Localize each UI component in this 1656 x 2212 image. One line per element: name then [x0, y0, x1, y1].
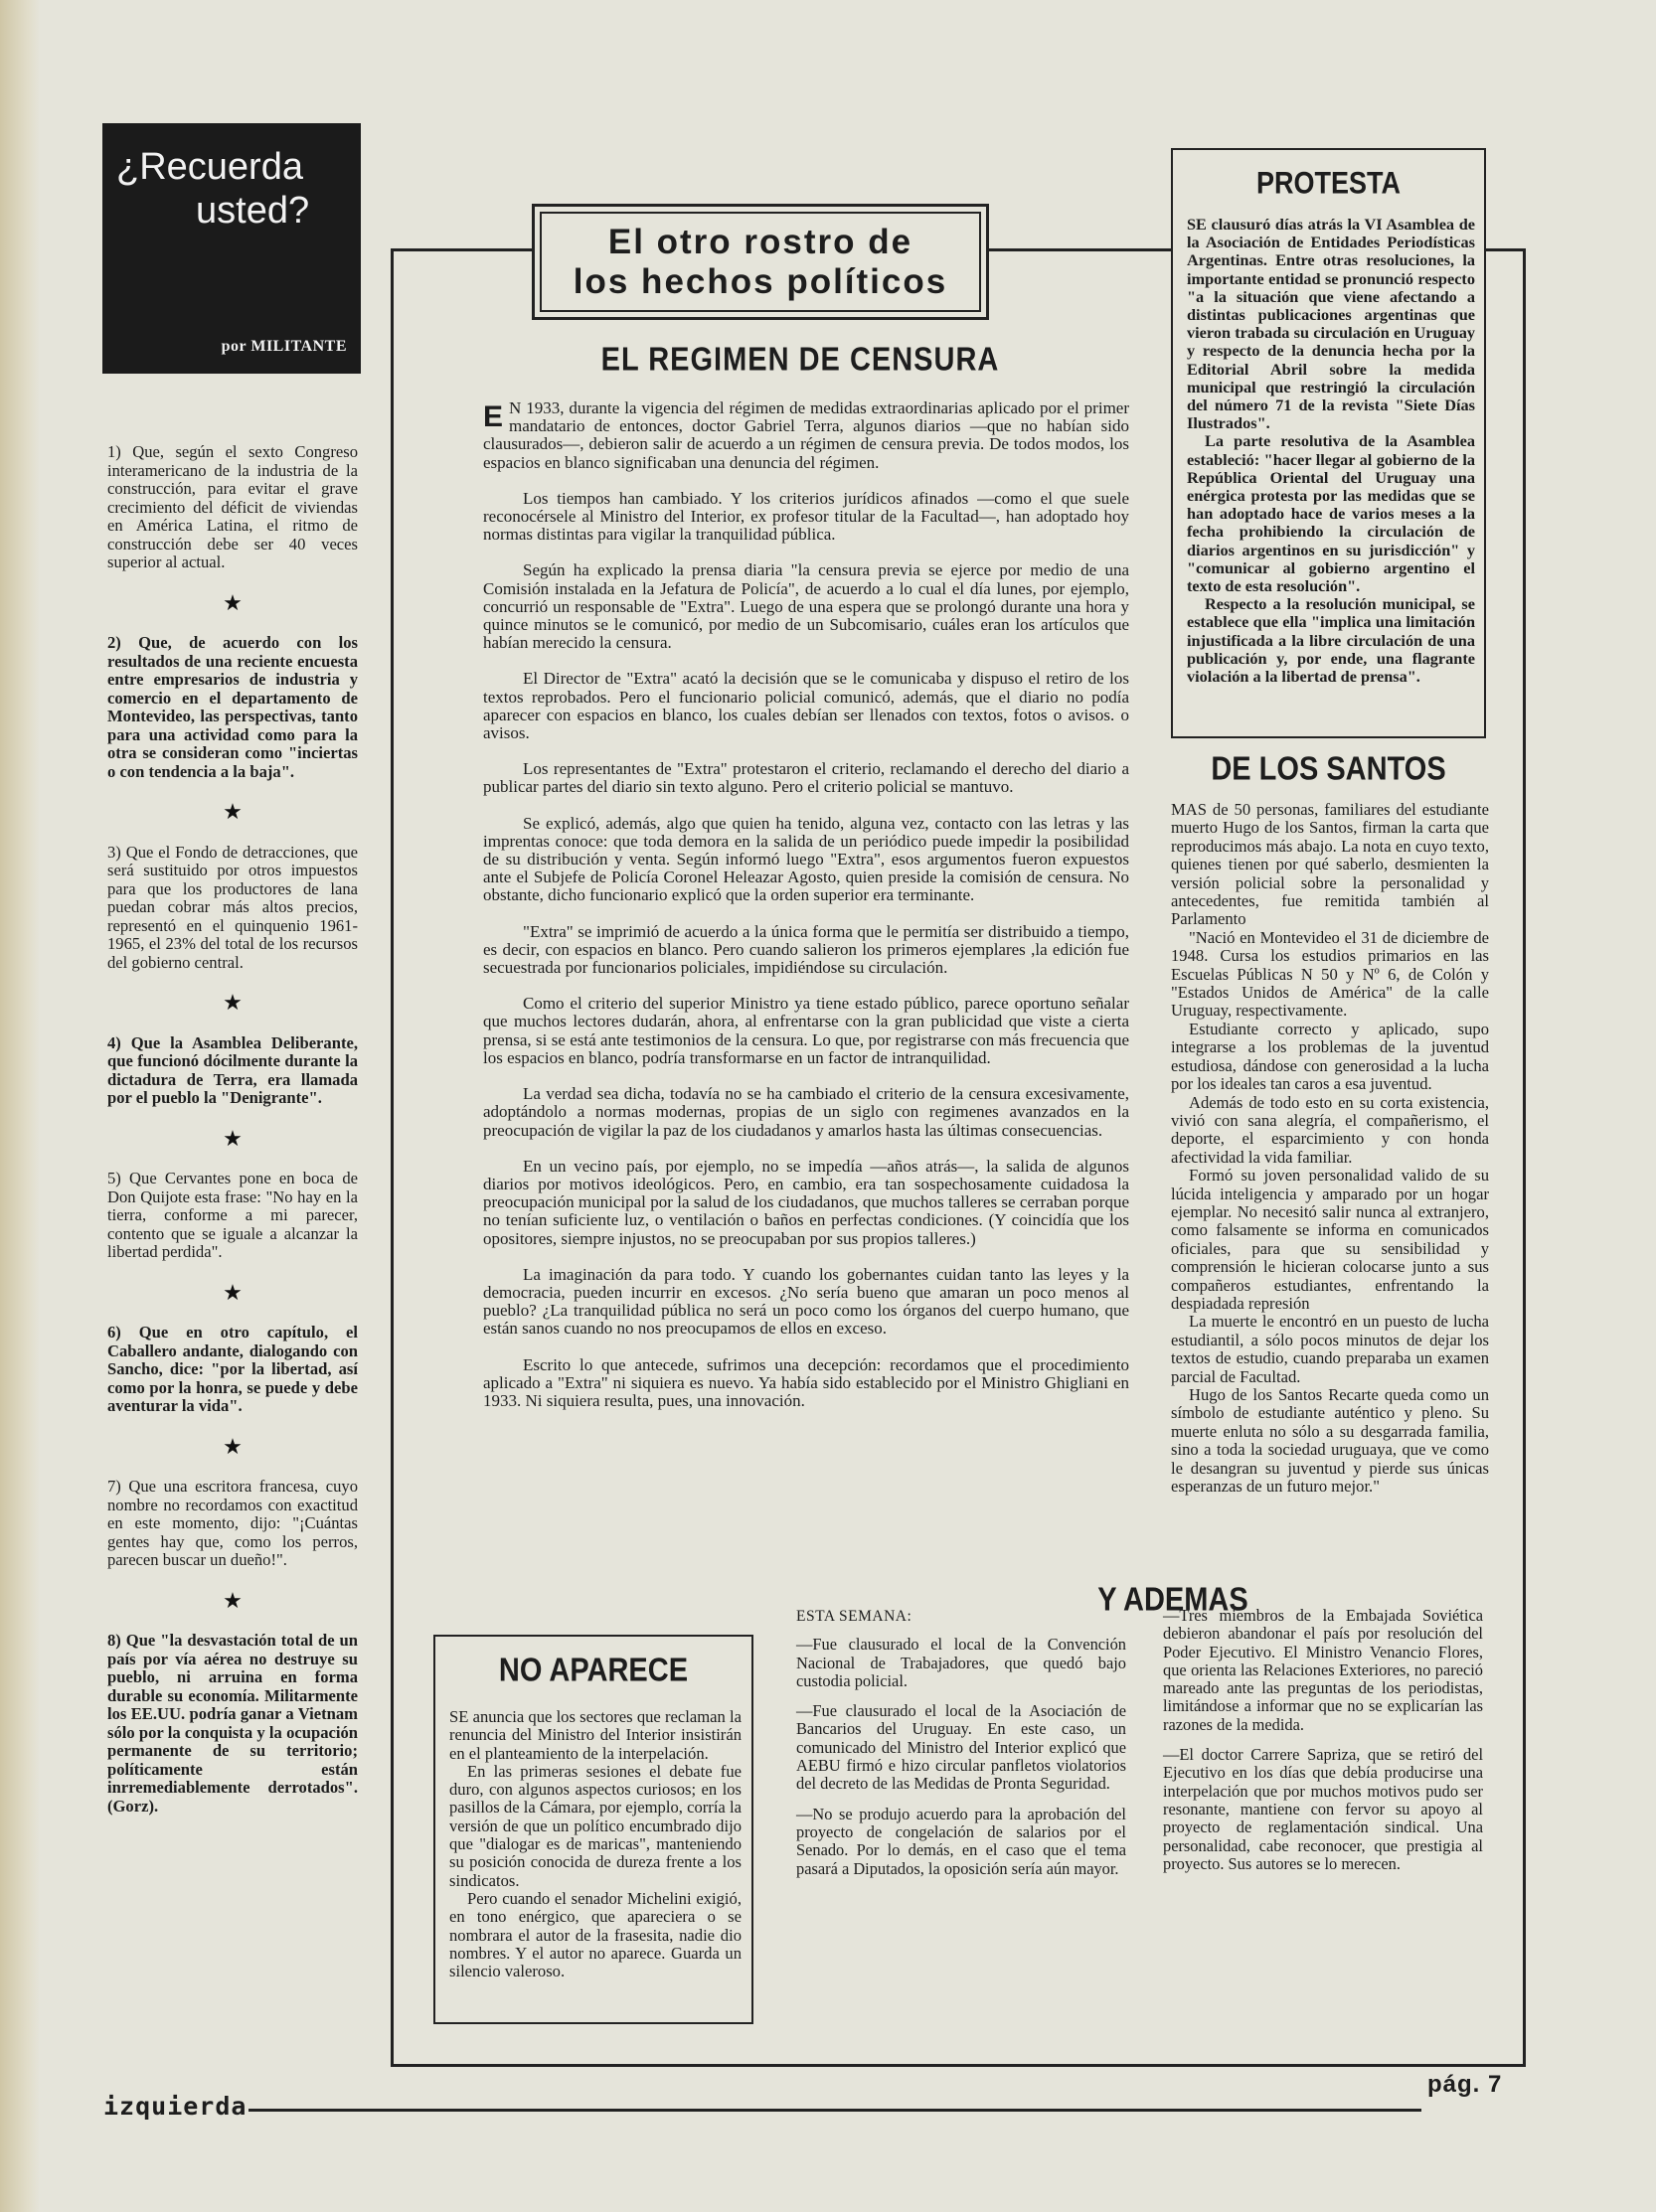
recuerda-item-8: 8) Que "la desvastación total de un país por vía aérea no destruye su pueblo, ni arruina en forma durable su economía. Militarmente los EE.UU. podría ganar a Vietnam sólo por la conquista y la ocupación permanente de su territorio; políticamente están inrremediablemente derrotados". (Gorz). [107, 1631, 358, 1816]
santos-paragraph: Hugo de los Santos Recarte queda como un símbolo de estudiante auténtico y pleno. Su muerte enluta no sólo a su desgarrada familia, sino a toda la sociedad uruguaya, que ve como le desangran su juventud y pierde sus únicas esperanzas de un futuro mejor." [1171, 1385, 1489, 1497]
article-paragraph: Se explicó, además, algo que quien ha tenido, alguna vez, contacto con las letras y las imprentas conoce: que toda demora en la salida de un periódico puede impedir la posibilidad de su distribución y venta. Según informó luego "Extra", esos argumentos fueron expuestos ante el Subjefe de Policía Coronel Heleazar Agosto, quien preside la comisión de censura. No obstante, dicho funcionario explicó que la orden superior era terminante. [483, 813, 1129, 905]
ademas-title: Y ADEMAS [1097, 1581, 1248, 1619]
recuerda-byline: por MILITANTE [221, 338, 347, 355]
protesta-paragraph: Respecto a la resolución municipal, se establece que ella "implica una limitación injustificada a la libre circulación de una publicación y, por ende, una flagrante violación a la libertad de prensa". [1187, 594, 1475, 687]
star-separator-icon: ★ [223, 1279, 243, 1305]
ademas-item: —Tres miembros de la Embajada Soviética debieron abandonar el país por resolución del Poder Ejecutivo. El Ministro Venancio Flores, que orienta las Relaciones Exteriores, no pareció mareado ante las preguntas de los periodistas, limitándose a informar que no se explicarían las razones de la medida. [1163, 1606, 1483, 1734]
noaparece-paragraph: En las primeras sesiones el debate fue duro, con algunos aspectos curiosos; en los pasillos de la Cámara, por ejemplo, corría la versión de que un político encumbrado dijo que "dialogar es de maricas", manteniendo su posición conocida de dureza frente a los sindicatos. [449, 1761, 742, 1890]
ademas-left-column [796, 1608, 1126, 1890]
recuerda-item-1: 1) Que, según el sexto Congreso interamericano de la industria de la construcción, para evitar el grave crecimiento del déficit de viviendas en América Latina, el ritmo de construcción debe ser 40 veces superior al actual. [107, 442, 358, 571]
star-separator-icon: ★ [223, 799, 243, 824]
noaparece-paragraph: Pero cuando el senador Michelini exigió, en tono enérgico, que apareciera o se nombrara el autor de la frasesita, nadie dio nombres. Y el autor no aparece. Guarda un silencio valeroso. [449, 1888, 742, 1981]
protesta-paragraph: La parte resolutiva de la Asamblea estableció: "hacer llegar al gobierno de la República Oriental del Uruguay una enérgica protesta por las medidas que se han adoptado hace de varios meses a la fecha prohibiendo la circulación de diarios argentinos en su jurisdicción" y "comunicar al gobierno argentino el texto de esta resolución". [1187, 431, 1475, 596]
recuerda-item-4: 4) Que la Asamblea Deliberante, que funcionó dócilmente durante la dictadura de Terra, era llamada por el pueblo la "Denigrante". [107, 1032, 358, 1107]
article-paragraph: Como el criterio del superior Ministro ya tiene estado público, parece oportuno señalar que muchos lectores dudarán, ahora, al enfrentarse con la gran publicidad que viste a cierta prensa, si se está ante testimonios de la censura. Lo que, por registrarse con más frecuencia que los espacios en blanco, podría transformarse en un factor de intranquilidad. [483, 994, 1129, 1067]
santos-title: DE LOS SANTOS [1211, 750, 1446, 788]
noaparece-text [449, 1708, 742, 1980]
recuerda-item-6: 6) Que en otro capítulo, el Caballero andante, dialogando con Sancho, dice: "por la libertad, así como por la honra, se puede y debe aventurar la vida". [107, 1323, 358, 1415]
ademas-item: —Fue clausurado el local de la Asociación de Bancarios del Uruguay. En este caso, un comunicado del Ministro del Interior explicó que AEBU firmó e hizo circular panfletos violatorios del decreto de las Medidas de Pronta Seguridad. [796, 1701, 1126, 1794]
protesta-paragraph: SE clausuró días atrás la VI Asamblea de la Asociación de Entidades Periodísticas Argentinas. Entre otras resoluciones, la importante entidad se pronunció respecto "a la situación que viene afectando a distintas publicaciones argentinas que vieron trabada su circulación en Uruguay y respecto de la denuncia hecha por la Editorial Abril sobre la medida municipal que restringió la circulación del número 71 de la revista "Siete Días Ilustrados". [1187, 215, 1475, 433]
protesta-title: PROTESTA [1255, 165, 1401, 201]
publication-name: izquierda [103, 2092, 248, 2121]
article-paragraph: "Extra" se imprimió de acuerdo a la única forma que le permitía ser distribuido a tiempo, es decir, con espacios en blanco. Pero cuando salieron los primeros ejemplares ,la edición fue secuestrada por funcionarios policiales, impidiéndose su circulación. [483, 921, 1129, 978]
recuerda-item-2: 2) Que, de acuerdo con los resultados de una reciente encuesta entre empresarios de industria y comercio en el departamento de Montevideo, las perspectivas, tanto para una actividad como para la otra se consideran como "inciertas o con tendencia a la baja". [107, 633, 358, 781]
recuerda-list [107, 443, 358, 1816]
recuerda-item-3: 3) Que el Fondo de detracciones, que será sustituido por otros impuestos para que los productores de lana puedan cobrar más altos precios, representó en el quinquenio 1961-1965, el 23% del total de los recursos del gobierno central. [107, 842, 358, 972]
censura-section-title: EL REGIMEN DE CENSURA [600, 341, 1000, 379]
protesta-box [1171, 148, 1486, 738]
page-number: pág. 7 [1427, 2071, 1503, 2098]
censura-article [483, 399, 1129, 1428]
article-paragraph: La imaginación da para todo. Y cuando los gobernantes cuidan tanto las leyes y la democracia, pueden incurrir en excesos. ¿No sería bueno que amaran un poco menos al pueblo? ¿La tranquilidad pública no será un poco como los órganos del cuerpo humano, que están sanos cuando no nos preocupamos de ellos en exceso. [483, 1264, 1129, 1339]
ademas-item: —Fue clausurado el local de la Convención Nacional de Trabajadores, que quedó bajo custodia policial. [796, 1635, 1126, 1690]
article-paragraph: Los representantes de "Extra" protestaron el criterio, reclamando el derecho del diario a publicar partes del diario sin texto alguno. Pero el criterio policial se mantuvo. [483, 759, 1129, 797]
drop-cap: E [483, 400, 504, 433]
article-paragraph: Los tiempos han cambiado. Y los criterios jurídicos afinados —como el que suele reconocérsele al Ministro del Interior, ex profesor titular de la Facultad—, han adoptado hoy normas distintas para vigilar la tranquilidad pública. [483, 488, 1129, 545]
recuerda-title-line2: usted? [196, 190, 310, 232]
santos-text [1171, 801, 1489, 1496]
recuerda-item-7: 7) Que una escritora francesa, cuyo nombre no recordamos con exactitud en este momento, dijo: "¡Cuántas gentes hay que, como los perros, parecen buscar un dueño!". [107, 1477, 358, 1569]
star-separator-icon: ★ [223, 1125, 243, 1151]
article-paragraph: E N 1933, durante la vigencia del régimen de medidas extraordinarias aplicado por el primer mandatario de entonces, doctor Gabriel Terra, algunos diarios —que no habían sido clausurados—, debieron salir de acuerdo a un régimen de censura previa. De todos modos, los espacios en blanco significaban una denuncia del régimen. [483, 398, 1129, 472]
article-paragraph: Según ha explicado la prensa diaria "la censura previa se ejerce por medio de una Comisión instalada en la Jefatura de Policía", de acuerdo a lo cual el día lunes, por ejemplo, concurrió un responsable de "Extra". Luego de una espera que se prolongó durante una hora y quince minutos se le comunicó, por medio de un Subcomisario, cuáles eran los artículos que habían merecido la censura. [483, 560, 1129, 653]
noaparece-box [433, 1635, 753, 2024]
santos-paragraph: Estudiante correcto y aplicado, supo integrarse a los problemas de la juventud estudiosa, dándose con generosidad a la lucha por los ideales tan caros a esa juventud. [1171, 1019, 1489, 1094]
article-paragraph: Escrito lo que antecede, sufrimos una decepción: recordamos que el procedimiento aplicado a "Extra" ni siquiera es nuevo. Ya había sido establecido por el Ministro Ghigliani en 1933. Ni siquiera resulta, pues, una innovación. [483, 1354, 1129, 1410]
main-title-box [532, 204, 989, 320]
santos-paragraph: Además de todo esto en su corta existencia, vivió con sana alegría, el compañerismo, el deporte, el esparcimiento y con honda afectividad la vida familiar. [1171, 1092, 1489, 1167]
main-title [574, 223, 947, 302]
santos-paragraph: La muerte le encontró en un puesto de lucha estudiantil, a sólo pocos minutos de dejar los textos de estudio, cuando preparaba un examen parcial de Facultad. [1171, 1312, 1489, 1386]
article-paragraph: El Director de "Extra" acató la decisión que se le comunicaba y dispuso el retiro de los textos reprobados. Pero el funcionario policial comunicó, además, que el diario no podía aparecer con espacios en blanco, los cuales debían ser llenados con textos, fotos o avisos. o avisos. [483, 669, 1129, 743]
ademas-label: ESTA SEMANA: [796, 1608, 912, 1625]
recuerda-header-box [102, 123, 361, 374]
ademas-item: —No se produjo acuerdo para la aprobación del proyecto de congelación de salarios por el Senado. Por lo demás, en el caso que el tema pasará a Diputados, la oposición sería aún mayor. [796, 1804, 1126, 1878]
recuerda-item-5: 5) Que Cervantes pone en boca de Don Quijote esta frase: "No hay en la tierra, conforme a mi parecer, contento que se iguale a alcanzar la libertad perdida". [107, 1169, 358, 1261]
noaparece-paragraph: SE anuncia que los sectores que reclaman la renuncia del Ministro del Interior insistirán en el planteamiento de la interpelación. [449, 1707, 742, 1763]
star-separator-icon: ★ [223, 990, 243, 1015]
recuerda-title-line1: ¿Recuerda [116, 146, 303, 188]
santos-paragraph: Formó su joven personalidad valido de su lúcida inteligencia y amparado por un hogar ejemplar. No necesitó salir nunca al extranjero, como falsamente se informa en comunicados oficiales, para que su sensibilidad y comprensión le hicieran colocarse junto a sus compañeros estudiantes, enfrentando la despiadada represión [1171, 1166, 1489, 1313]
ademas-right-column [1163, 1607, 1483, 1885]
santos-paragraph: "Nació en Montevideo el 31 de diciembre de 1948. Cursa los estudios primarios en las Escuelas Públicas N 50 y Nº 6, de Colón y "Estados Unidos de América" de la calle Uruguay, respectivamente. [1171, 927, 1489, 1021]
noaparece-title: NO APARECE [498, 1652, 689, 1689]
recuerda-title [116, 145, 345, 233]
article-paragraph: En un vecino país, por ejemplo, no se impedía —años atrás—, la salida de algunos diarios por motivos ideológicos. Pero, en cambio, era tan sospechosamente cuidadosa la preocupación municipal por la salud de los ciudadanos, que muchos talleres se cerraban porque no tenían suficiente luz, o ventilación o baños en perfectas condiciones. (Y coincidía que los opositores, siempre injustos, no se preocupaban por sus propios talleres.) [483, 1156, 1129, 1248]
main-title-line2: los hechos políticos [573, 261, 948, 301]
star-separator-icon: ★ [223, 1433, 243, 1459]
ademas-item: —El doctor Carrere Sapriza, que se retiró del Ejecutivo en los días que debía producirse una interpelación que por muchos motivos pudo ser resonante, mantiene con fervor su apoyo al proyecto de reglamentación sindical. Una personalidad, cabe reconocer, que prestigia al proyecto. Sus autores se lo merecen. [1163, 1745, 1483, 1873]
santos-paragraph: MAS de 50 personas, familiares del estudiante muerto Hugo de los Santos, firman la carta que reproducimos más abajo. La nota en cuyo texto, quienes tienen por qué saberlo, desmienten la versión policial sobre la personalidad y antecedentes, fue remitida también al Parlamento [1171, 800, 1489, 929]
page-edge-shadow [0, 0, 40, 2212]
article-paragraph: La verdad sea dicha, todavía no se ha cambiado el criterio de la censura excesivamente, adoptándolo a normas modernas, propias de un siglo con regimenes avanzados en la preocupación de vigilar la paz de los ciudadanos y amarlos hasta las últimas consecuencias. [483, 1084, 1129, 1140]
footer-rule [248, 2109, 1421, 2112]
protesta-text [1187, 216, 1475, 686]
main-title-line1: El otro rostro de [607, 222, 913, 261]
star-separator-icon: ★ [223, 589, 243, 615]
star-separator-icon: ★ [223, 1587, 243, 1613]
